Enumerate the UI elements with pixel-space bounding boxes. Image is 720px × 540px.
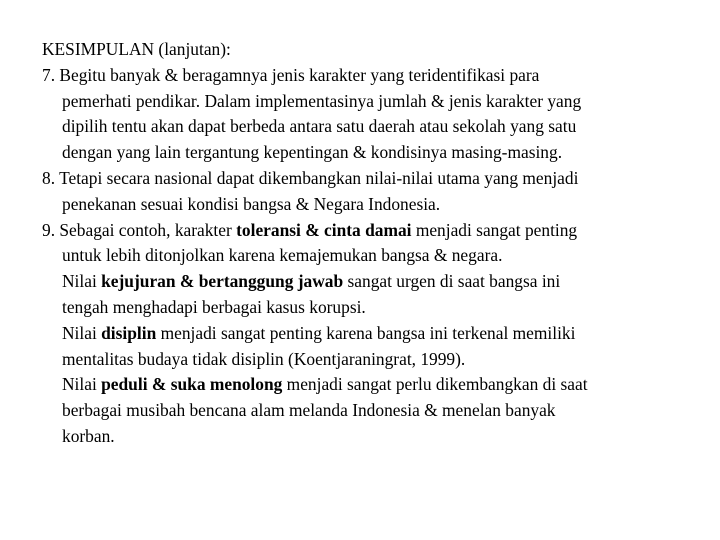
item-7-line-2: pemerhati pendikar. Dalam implementasinya jumlah & jenis karakter yang	[62, 90, 582, 111]
value-name: kejujuran & bertanggung jawab	[101, 271, 344, 292]
value-suffix: menjadi sangat perlu dikembangkan di saat	[282, 374, 588, 395]
value-prefix: Nilai	[62, 374, 102, 395]
value-peduli-line-2: berbagai musibah bencana alam melanda Indonesia & menelan banyak	[62, 400, 556, 421]
slide-title: KESIMPULAN (lanjutan):	[42, 39, 231, 59]
value-suffix: menjadi sangat penting karena bangsa ini terkenal memiliki	[156, 322, 576, 343]
item-7-line-1: 7. Begitu banyak & beragamnya jenis karakter yang teridentifikasi para	[42, 64, 540, 85]
content-body	[42, 37, 682, 450]
item-9-line-1	[42, 218, 682, 244]
item-9-text-before: 9. Sebagai contoh, karakter	[42, 219, 237, 240]
value-suffix: sangat urgen di saat bangsa ini	[343, 271, 561, 292]
value-disiplin-line-2: mentalitas budaya tidak disiplin (Koentjaraningrat, 1999).	[62, 348, 466, 369]
value-kejujuran	[42, 269, 682, 321]
item-7-line-3: dipilih tentu akan dapat berbeda antara satu daerah atau sekolah yang satu	[62, 116, 577, 137]
item-9-text-after: menjadi sangat penting	[411, 219, 578, 240]
value-peduli-line-3: korban.	[62, 425, 115, 446]
item-9-line-2: untuk lebih ditonjolkan karena kemajemukan bangsa & negara.	[62, 245, 503, 266]
value-kejujuran-line-1	[42, 269, 682, 295]
item-8-line-2: penekanan sesuai kondisi bangsa & Negara Indonesia.	[62, 193, 441, 214]
item-9-bold-text: toleransi & cinta damai	[236, 219, 412, 240]
value-prefix: Nilai	[62, 271, 102, 292]
item-8-line-1: 8. Tetapi secara nasional dapat dikembangkan nilai-nilai utama yang menjadi	[42, 167, 579, 188]
list-item-9	[42, 218, 682, 270]
value-prefix: Nilai	[62, 322, 102, 343]
value-peduli	[42, 372, 682, 449]
list-item-7	[42, 63, 682, 166]
item-7-line-4: dengan yang lain tergantung kepentingan & kondisinya masing-masing.	[62, 142, 563, 163]
value-disiplin-line-1	[42, 321, 682, 347]
value-name: peduli & suka menolong	[101, 374, 283, 395]
value-disiplin	[42, 321, 682, 373]
value-name: disiplin	[101, 322, 157, 343]
list-item-8	[42, 166, 682, 218]
value-peduli-line-1	[42, 372, 682, 398]
value-kejujuran-line-2: tengah menghadapi berbagai kasus korupsi.	[62, 296, 366, 317]
